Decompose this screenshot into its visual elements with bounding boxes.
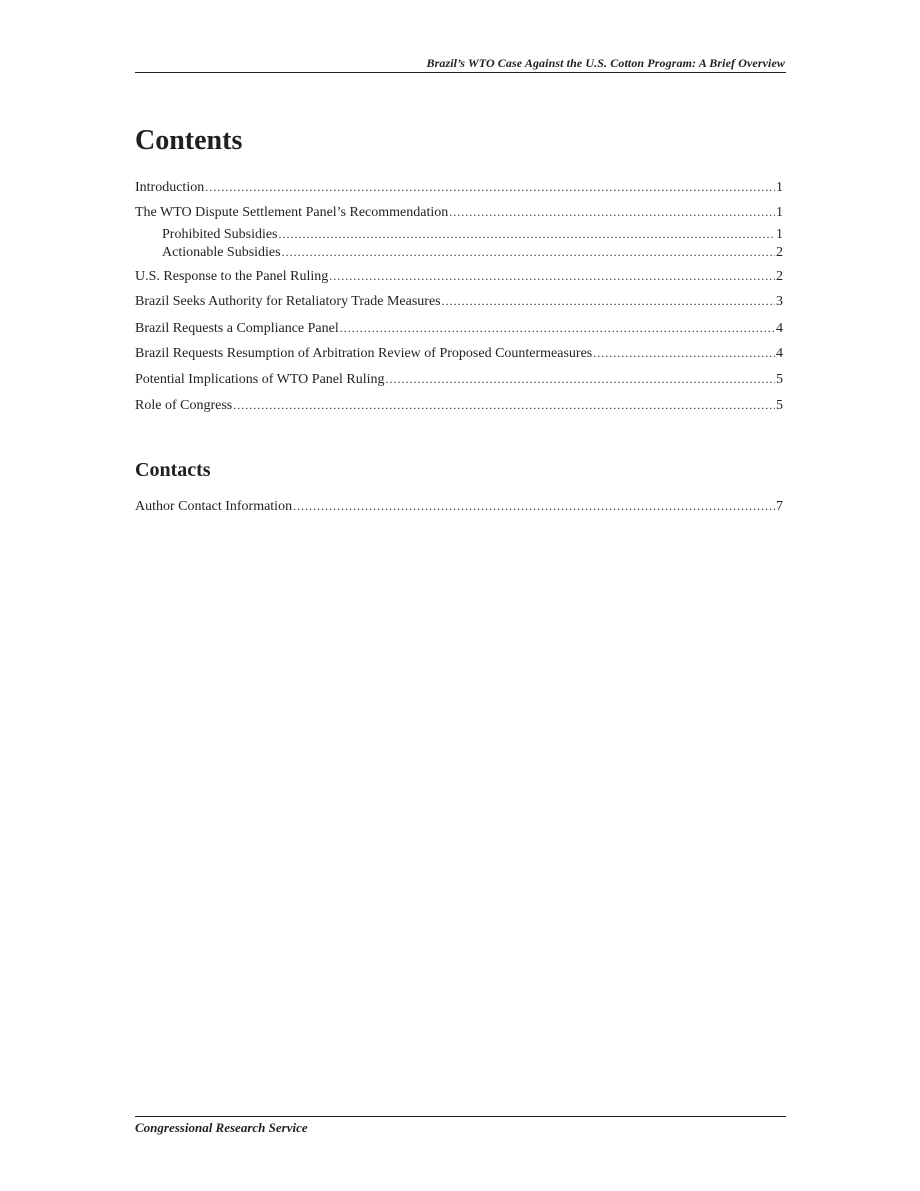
toc-page-number: 1	[776, 205, 783, 220]
dot-leader	[593, 344, 775, 362]
contacts-heading: Contacts	[135, 459, 211, 481]
dot-leader	[293, 497, 775, 515]
toc-entry-prohibited-subsidies[interactable]	[162, 225, 783, 243]
toc-entry-retaliatory-measures[interactable]	[135, 292, 783, 310]
dot-leader	[279, 225, 775, 243]
contents-heading: Contents	[135, 125, 243, 156]
dot-leader	[233, 396, 775, 414]
toc-entry-title: Author Contact Information	[135, 499, 293, 514]
toc-entry-title: Introduction	[135, 180, 205, 195]
toc-entry-title: U.S. Response to the Panel Ruling	[135, 269, 329, 284]
dot-leader	[282, 243, 775, 261]
toc-entry-introduction[interactable]	[135, 178, 783, 196]
toc-entry-title: Potential Implications of WTO Panel Ruling	[135, 372, 385, 387]
toc-page-number: 4	[776, 321, 783, 336]
dot-leader	[449, 203, 775, 221]
toc-entry-us-response[interactable]	[135, 267, 783, 285]
toc-page-number: 5	[776, 398, 783, 413]
dot-leader	[340, 319, 775, 337]
toc-page-number: 2	[776, 269, 783, 284]
header-rule	[135, 72, 786, 73]
toc-entry-compliance-panel[interactable]	[135, 319, 783, 337]
toc-entry-author-contact[interactable]	[135, 497, 783, 515]
toc-entry-title: The WTO Dispute Settlement Panel’s Recommendation	[135, 205, 449, 220]
toc-entry-potential-implications[interactable]	[135, 370, 783, 388]
toc-entry-title: Role of Congress	[135, 398, 233, 413]
toc-entry-title: Actionable Subsidies	[162, 245, 281, 260]
toc-page-number: 4	[776, 346, 783, 361]
toc-entry-title: Brazil Requests a Compliance Panel	[135, 321, 339, 336]
running-header: Brazil’s WTO Case Against the U.S. Cotton Program: A Brief Overview	[426, 56, 785, 70]
footer-rule	[135, 1116, 786, 1117]
toc-entry-title: Brazil Requests Resumption of Arbitration Review of Proposed Countermeasures	[135, 346, 593, 361]
toc-entry-panel-recommendation[interactable]	[135, 203, 783, 221]
dot-leader	[329, 267, 775, 285]
toc-page-number: 1	[776, 180, 783, 195]
dot-leader	[386, 370, 775, 388]
toc-entry-title: Brazil Seeks Authority for Retaliatory Trade Measures	[135, 294, 441, 309]
running-footer: Congressional Research Service	[135, 1120, 308, 1135]
toc-entry-role-of-congress[interactable]	[135, 396, 783, 414]
toc-page-number: 1	[776, 227, 783, 242]
dot-leader	[442, 292, 775, 310]
toc-page-number: 7	[776, 499, 783, 514]
toc-entry-actionable-subsidies[interactable]	[162, 243, 783, 261]
toc-page-number: 5	[776, 372, 783, 387]
dot-leader	[205, 178, 775, 196]
toc-page-number: 2	[776, 245, 783, 260]
toc-page-number: 3	[776, 294, 783, 309]
toc-entry-arbitration-review[interactable]	[135, 344, 783, 362]
toc-entry-title: Prohibited Subsidies	[162, 227, 278, 242]
